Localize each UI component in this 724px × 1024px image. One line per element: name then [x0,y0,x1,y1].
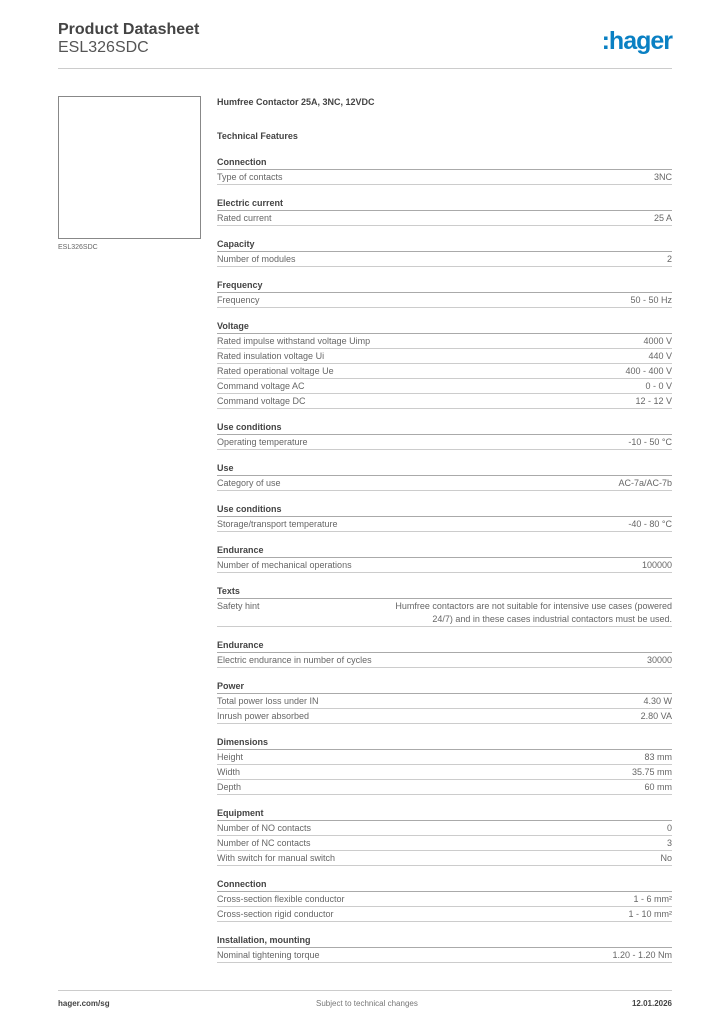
feature-value: 4000 V [643,336,672,346]
feature-value: 1 - 10 mm² [628,909,672,919]
feature-label: Rated operational voltage Ue [217,366,334,376]
feature-row [217,517,672,532]
feature-row [217,836,672,851]
feature-section [217,878,672,922]
feature-value: Humfree contactors are not suitable for intensive use cases (powered 24/7) and in these cases industrial contactors must be used. [395,601,672,624]
feature-section [217,503,672,532]
section-heading: Power [217,680,672,694]
section-heading: Connection [217,156,672,170]
feature-label: Cross-section rigid conductor [217,909,334,919]
feature-value: 25 A [653,213,672,223]
feature-label: Command voltage DC [217,396,306,406]
page-title: Product Datasheet [58,21,200,38]
feature-label: Width [217,767,241,777]
footer-notice: Subject to technical changes [316,999,418,1008]
feature-value: 1 - 6 mm² [633,894,672,904]
feature-row [217,394,672,409]
section-heading: Connection [217,878,672,892]
product-code: ESL326SDC [58,39,149,56]
feature-row [217,558,672,573]
feature-section [217,639,672,668]
feature-label: With switch for manual switch [217,853,336,863]
feature-row [217,821,672,836]
feature-value: 400 - 400 V [625,366,672,376]
feature-label: Electric endurance in number of cycles [217,655,372,665]
feature-label: Rated insulation voltage Ui [217,351,325,361]
feature-label: Number of NC contacts [217,838,311,848]
feature-row [217,907,672,922]
feature-label: Nominal tightening torque [217,950,320,960]
feature-row [217,476,672,491]
feature-section [217,680,672,724]
feature-label: Operating temperature [217,437,308,447]
feature-label: Total power loss under IN [217,696,319,706]
feature-label: Category of use [217,478,281,488]
feature-label: Rated current [217,213,272,223]
feature-section [217,934,672,963]
feature-label: Number of NO contacts [217,823,312,833]
feature-label: Inrush power absorbed [217,711,310,721]
feature-value: 50 - 50 Hz [630,295,672,305]
feature-value: 2.80 VA [640,711,672,721]
feature-row [217,694,672,709]
footer-divider [58,990,672,991]
section-heading: Capacity [217,238,672,252]
section-heading: Installation, mounting [217,934,672,948]
feature-label: Storage/transport temperature [217,519,338,529]
feature-value: -40 - 80 °C [628,519,672,529]
feature-row [217,599,672,627]
feature-value: 12 - 12 V [635,396,672,406]
feature-row [217,334,672,349]
feature-value: 0 [666,823,672,833]
section-heading: Equipment [217,807,672,821]
header-divider [58,68,672,69]
feature-label: Type of contacts [217,172,283,182]
technical-features-heading: Technical Features [217,131,298,141]
feature-value: 0 - 0 V [645,381,672,391]
section-heading: Endurance [217,544,672,558]
feature-label: Frequency [217,295,260,305]
feature-section [217,197,672,226]
image-caption: ESL326SDC [58,244,98,251]
feature-row [217,293,672,308]
feature-value: 3NC [653,172,672,182]
feature-label: Safety hint [217,601,260,611]
section-heading: Electric current [217,197,672,211]
feature-row [217,379,672,394]
feature-row [217,653,672,668]
feature-value: 4.30 W [643,696,672,706]
feature-value: AC-7a/AC-7b [618,478,672,488]
feature-value: 83 mm [644,752,672,762]
feature-value: 3 [666,838,672,848]
feature-value: 35.75 mm [631,767,672,777]
feature-row [217,851,672,866]
section-heading: Endurance [217,639,672,653]
feature-section [217,156,672,185]
footer-website[interactable]: hager.com/sg [58,999,110,1008]
section-heading: Texts [217,585,672,599]
feature-label: Number of mechanical operations [217,560,352,570]
feature-row [217,349,672,364]
section-heading: Use conditions [217,503,672,517]
feature-label: Height [217,752,244,762]
section-heading: Voltage [217,320,672,334]
feature-section [217,807,672,866]
feature-row [217,765,672,780]
footer-date: 12.01.2026 [631,999,672,1008]
feature-section [217,238,672,267]
feature-row [217,780,672,795]
feature-row [217,364,672,379]
feature-value: 2 [666,254,672,264]
feature-value: 440 V [648,351,672,361]
feature-row [217,435,672,450]
section-heading: Use conditions [217,421,672,435]
product-image [58,96,201,239]
feature-section [217,279,672,308]
feature-section [217,544,672,573]
feature-section [217,421,672,450]
feature-value: 100000 [641,560,672,570]
feature-row [217,252,672,267]
section-heading: Frequency [217,279,672,293]
product-title: Humfree Contactor 25A, 3NC, 12VDC [217,97,375,107]
feature-value: 30000 [646,655,672,665]
feature-section [217,585,672,627]
feature-label: Number of modules [217,254,296,264]
feature-label: Command voltage AC [217,381,305,391]
feature-value: -10 - 50 °C [628,437,672,447]
feature-row [217,948,672,963]
feature-label: Depth [217,782,242,792]
feature-section [217,320,672,409]
feature-value: 60 mm [644,782,672,792]
feature-value: 1.20 - 1.20 Nm [612,950,672,960]
section-heading: Dimensions [217,736,672,750]
feature-row [217,170,672,185]
features-column [217,96,672,963]
feature-row [217,709,672,724]
feature-row [217,892,672,907]
feature-label: Cross-section flexible conductor [217,894,345,904]
hager-logo: :hager [601,27,672,55]
section-heading: Use [217,462,672,476]
feature-value: No [660,853,672,863]
feature-section [217,462,672,491]
feature-section [217,736,672,795]
feature-label: Rated impulse withstand voltage Uimp [217,336,371,346]
feature-row [217,750,672,765]
feature-row [217,211,672,226]
